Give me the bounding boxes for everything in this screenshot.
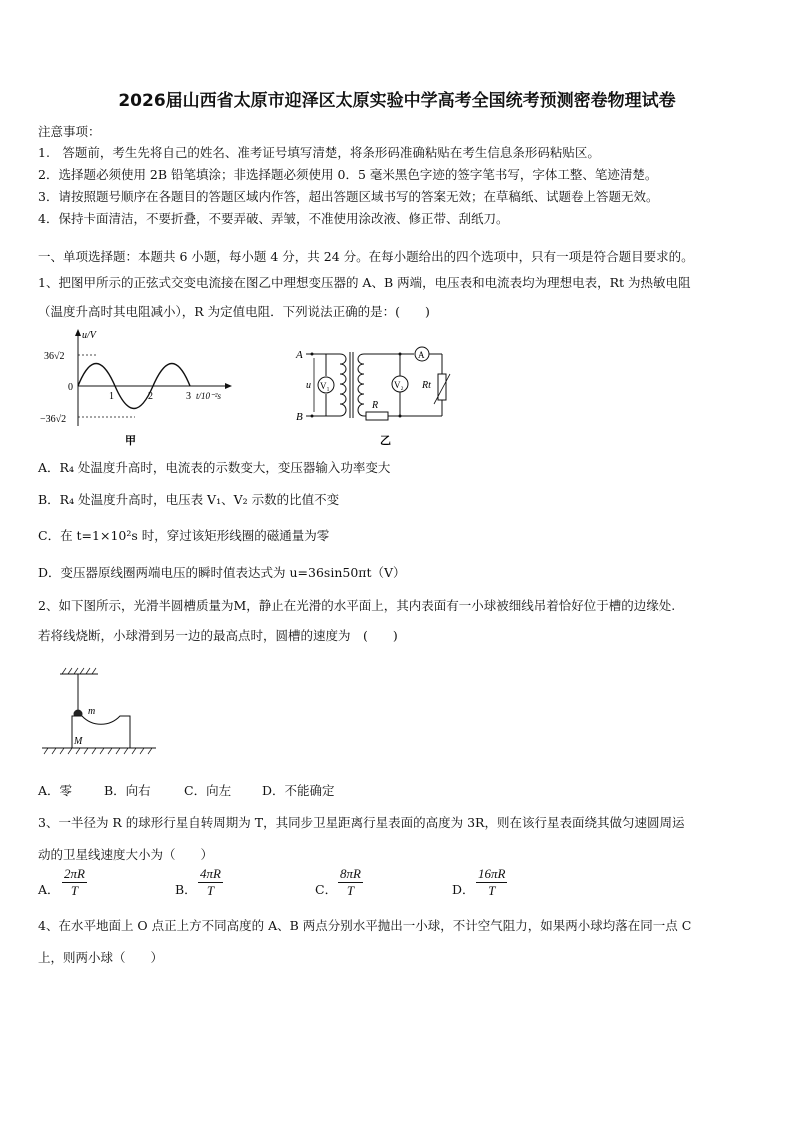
q3-stem-line2: 动的卫星线速度大小为（ ）: [38, 847, 214, 862]
jia-ytick-bottom: −36√2: [40, 414, 67, 425]
jia-xlabel: t/10⁻²s: [196, 391, 221, 401]
q3-option-a-label: A．: [38, 882, 60, 897]
jia-origin: 0: [68, 382, 73, 393]
notice-item-3: 3．请按照题号顺序在各题目的答题区域内作答，超出答题区域书写的答案无效；在草稿纸、试题卷上答题无效。: [38, 189, 659, 204]
q2-stem-line2: 若将线烧断，小球滑到另一边的最高点时，圆槽的速度为 ( ): [38, 628, 398, 643]
yi-caption: 乙: [380, 435, 391, 447]
figure-yi-transformer-circuit: [292, 340, 462, 450]
q3-option-b-fraction: $\frac{4\pi R}{T}$: [200, 866, 221, 898]
q3-option-d-label: D．: [452, 882, 475, 897]
notice-item-2: 2．选择题必须使用 2B 铅笔填涂；非选择题必须使用 0．5 毫米黑色字迹的签字笔书写，字体工整、笔迹清楚。: [38, 167, 658, 182]
q2-option-b: B．向右: [104, 783, 151, 798]
yi-label-Rt: Rt: [422, 380, 431, 391]
q2-option-d: D．不能确定: [262, 783, 335, 798]
exam-title: 2026届山西省太原市迎泽区太原实验中学高考全国统考预测密卷物理试卷: [118, 91, 676, 111]
q2-option-a: A．零: [38, 783, 73, 798]
yi-label-R: R: [372, 400, 379, 411]
q1-option-b: B．R₄ 处温度升高时，电压表 V₁、V₂ 示数的比值不变: [38, 492, 340, 507]
jia-xtick-3: 3: [186, 391, 191, 402]
yi-ammeter: A: [418, 350, 425, 360]
jia-ytick-top: 36√2: [44, 351, 65, 362]
yi-voltmeter-1: V₁: [320, 381, 330, 391]
jia-xtick-2: 2: [148, 391, 153, 402]
yi-label-B: B: [296, 411, 303, 423]
q1-stem-line1: 1、把图甲所示的正弦式交变电流接在图乙中理想变压器的 A、B 两端，电压表和电流表均为理想电表，Rt 为热敏电阻: [38, 275, 691, 290]
q2-label-m: m: [88, 706, 96, 717]
q2-stem-line1: 2、如下图所示，光滑半圆槽质量为M，静止在光滑的水平面上，其内表面有一小球被细线吊着恰好位于槽的边缘处.: [38, 598, 676, 613]
q3-option-d-fraction: $\frac{16\pi R}{T}$: [478, 866, 506, 898]
yi-label-u: u: [306, 380, 311, 391]
figure-jia-sine-graph: [38, 326, 238, 450]
q3-option-c-label: C．: [315, 882, 338, 897]
q1-option-c: C．在 t=1×10²s 时，穿过该矩形线圈的磁通量为零: [38, 528, 330, 543]
figure-q2-groove: [38, 664, 168, 760]
q4-stem-line1: 4、在水平地面上 O 点正上方不同高度的 A、B 两点分别水平抛出一小球，不计空气阻力，如果两小球均落在同一点 C: [38, 918, 692, 933]
q3-option-c-fraction: $\frac{8\pi R}{T}$: [340, 866, 361, 898]
q3-stem-line1: 3、一半径为 R 的球形行星自转周期为 T，其同步卫星距离行星表面的高度为 3R，则在该行星表面绕其做匀速圆周运: [38, 815, 685, 830]
q2-label-M: M: [74, 736, 83, 747]
jia-ylabel: u/V: [82, 330, 96, 341]
notice-heading: 注意事项：: [38, 124, 101, 139]
q2-option-c: C．向左: [184, 783, 232, 798]
jia-caption: 甲: [125, 435, 136, 447]
q3-option-b-label: B．: [175, 882, 197, 897]
q4-stem-line2: 上，则两小球（ ）: [38, 950, 164, 965]
q1-stem-line2: （温度升高时其电阻减小），R 为定值电阻．下列说法正确的是：( ): [38, 304, 430, 319]
section-heading: 一、单项选择题：本题共 6 小题，每小题 4 分，共 24 分。在每小题给出的四个选项中，只有一项是符合题目要求的。: [38, 249, 694, 264]
yi-voltmeter-2: V₂: [394, 380, 404, 390]
notice-item-1: 1. 答题前，考生先将自己的姓名、准考证号填写清楚，将条形码准确粘贴在考生信息条形码粘贴区。: [38, 145, 600, 160]
q1-option-d: D．变压器原线圈两端电压的瞬时值表达式为 u=36sin50πt（V）: [38, 565, 406, 580]
notice-item-4: 4．保持卡面清洁，不要折叠，不要弄破、弄皱，不准使用涂改液、修正带、刮纸刀。: [38, 211, 509, 226]
yi-label-A: A: [296, 349, 303, 361]
q3-option-a-fraction: $\frac{2\pi R}{T}$: [64, 866, 85, 898]
q1-option-a: A．R₄ 处温度升高时，电流表的示数变大，变压器输入功率变大: [38, 460, 391, 475]
jia-xtick-1: 1: [109, 391, 114, 402]
